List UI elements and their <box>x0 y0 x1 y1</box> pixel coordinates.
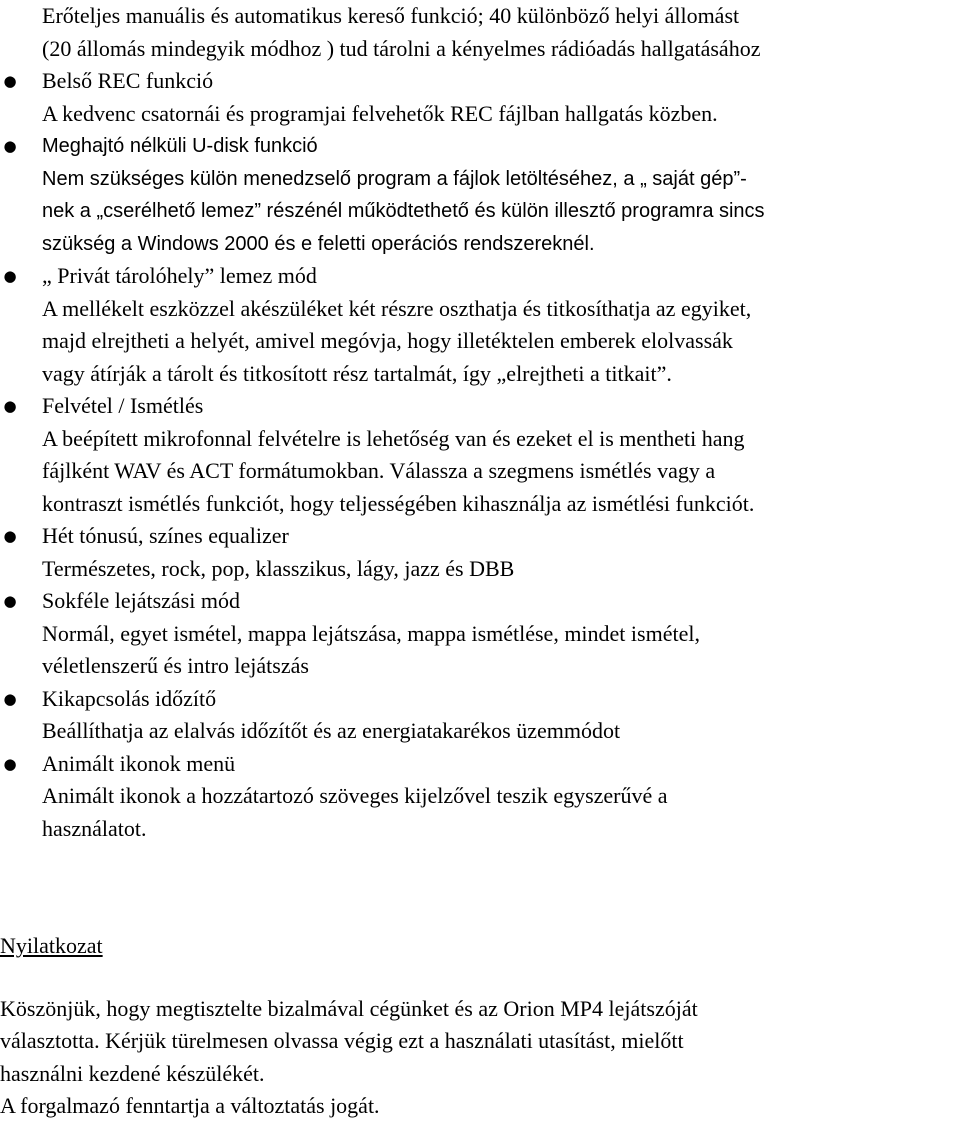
feature-title: Meghajtó nélküli U-disk funkció <box>42 135 318 157</box>
bullet-icon: ● <box>3 592 17 610</box>
feature-body: A kedvenc csatornái és programjai felvehetők REC fájlban hallgatás közben. <box>42 100 718 126</box>
feature-item-equalizer <box>0 520 960 585</box>
declaration-line: választotta. Kérjük türelmesen olvassa végig ezt a használati utasítást, mielőtt <box>0 1028 684 1053</box>
feature-item-udisk <box>0 130 960 260</box>
feature-body: vagy átírják a tárolt és titkosított rész tartalmát, így „elrejtheti a titkait”. <box>42 360 672 386</box>
declaration-line: A forgalmazó fenntartja a változtatás jogát. <box>0 1093 380 1118</box>
feature-title: Felvétel / Ismétlés <box>42 393 204 418</box>
section-spacer <box>0 845 960 930</box>
bullet-icon: ● <box>3 527 17 545</box>
feature-body: véletlenszerű és intro lejátszás <box>42 653 309 678</box>
feature-item-sleep-timer <box>0 683 960 748</box>
declaration-paragraph <box>0 993 960 1123</box>
feature-body: szükség a Windows 2000 és e feletti operációs rendszereknél. <box>42 232 595 255</box>
feature-item-animated-menu <box>0 748 960 846</box>
declaration-heading: Nyilatkozat <box>0 933 103 958</box>
bullet-icon: ● <box>3 267 17 285</box>
bullet-icon: ● <box>3 397 17 415</box>
bullet-icon: ● <box>3 689 17 708</box>
feature-body: Nem szükséges külön menedzselő program a fájlok letöltéséhez, a „ saját gép”- <box>42 167 747 190</box>
feature-body: majd elrejtheti a helyét, amivel megóvja, hogy illetéktelen emberek elolvassák <box>42 328 733 353</box>
feature-body: A mellékelt eszközzel akészüléket két részre oszthatja és titkosíthatja az egyiket, <box>42 295 752 321</box>
bullet-icon: ● <box>3 137 17 155</box>
feature-title: Hét tónusú, színes equalizer <box>42 523 289 548</box>
feature-title: Animált ikonok menü <box>42 750 236 776</box>
feature-body: A beépített mikrofonnal felvételre is lehetőség van és ezeket el is mentheti hang <box>42 425 745 451</box>
feature-title: „ Privát tárolóhely” lemez mód <box>42 263 317 288</box>
intro-line: Erőteljes manuális és automatikus kereső funkció; 40 különböző helyi állomást <box>42 3 740 28</box>
feature-item-recording <box>0 390 960 520</box>
feature-body: fájlként WAV és ACT formátumokban. Válassza a szegmens ismétlés vagy a <box>42 458 716 483</box>
declaration-line: használni kezdené készülékét. <box>0 1060 265 1086</box>
bullet-icon: ● <box>3 754 17 773</box>
feature-body: kontraszt ismétlés funkciót, hogy teljességében kihasználja az ismétlési funkciót. <box>42 490 755 516</box>
feature-title: Kikapcsolás időzítő <box>42 685 217 711</box>
feature-body: használatot. <box>42 815 147 841</box>
feature-item-rec <box>0 65 960 130</box>
feature-title: Sokféle lejátszási mód <box>42 588 240 613</box>
section-spacer <box>0 963 960 993</box>
feature-body: Beállíthatja az elalvás időzítőt és az energiatakarékos üzemmódot <box>42 718 621 743</box>
feature-body: Animált ikonok a hozzátartozó szöveges kijelzővel teszik egyszerűvé a <box>42 783 668 808</box>
feature-item-playback-modes <box>0 585 960 683</box>
intro-paragraph <box>0 0 960 65</box>
declaration-line: Köszönjük, hogy megtisztelte bizalmával cégünket és az Orion MP4 lejátszóját <box>0 995 698 1021</box>
feature-list <box>0 65 960 845</box>
feature-title: Belső REC funkció <box>42 68 214 93</box>
feature-item-private-storage <box>0 260 960 390</box>
feature-body: Természetes, rock, pop, klasszikus, lágy, jazz és DBB <box>42 555 515 581</box>
feature-body: Normál, egyet ismétel, mappa lejátszása, mappa ismétlése, mindet ismétel, <box>42 620 700 646</box>
intro-line: (20 állomás mindegyik módhoz ) tud tárolni a kényelmes rádióadás hallgatásához <box>42 35 761 61</box>
feature-body: nek a „cserélhető lemez” részénél működtethető és külön illesztő programra sincs <box>42 200 765 222</box>
bullet-icon: ● <box>3 72 17 90</box>
